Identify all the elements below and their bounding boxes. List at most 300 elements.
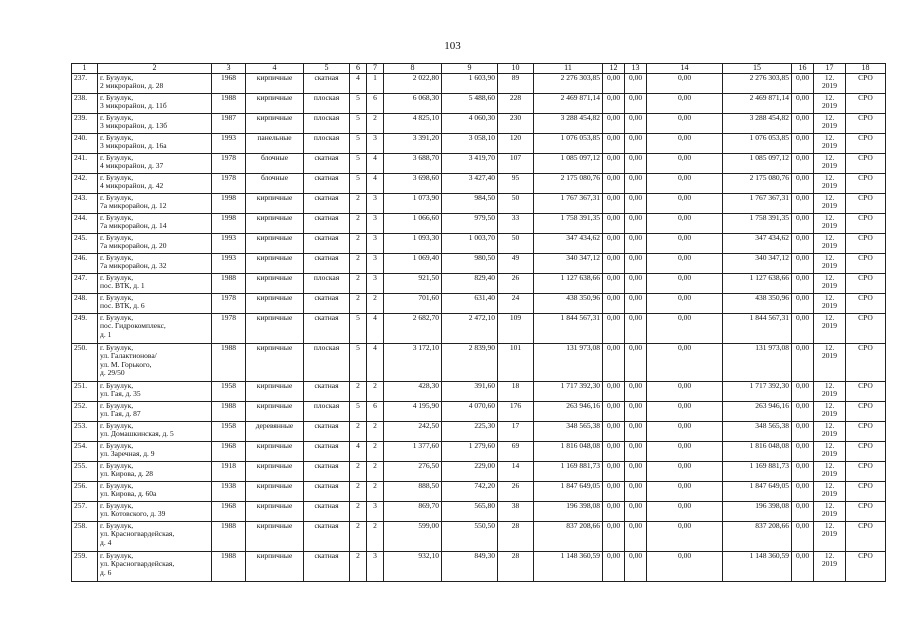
total-cost-cell: 2 276 303,85 <box>723 73 792 93</box>
table-row <box>72 173 886 193</box>
address-cell: г. Бузулук, 7а микрорайон, д. 14 <box>98 213 212 233</box>
total-area-cell: 1 066,60 <box>384 213 442 233</box>
col16-cell: 0,00 <box>792 73 814 93</box>
roof-type-cell: скатная <box>304 153 350 173</box>
table-row <box>72 481 886 501</box>
residents-cell: 120 <box>498 133 534 153</box>
col12-cell: 0,00 <box>603 253 625 273</box>
column-number-header: 5 <box>304 64 350 74</box>
floors-cell: 5 <box>350 343 367 381</box>
col13-cell: 0,00 <box>625 233 647 253</box>
cost-cell: 348 565,38 <box>534 421 603 441</box>
col12-cell: 0,00 <box>603 73 625 93</box>
col16-cell: 0,00 <box>792 421 814 441</box>
wall-material-cell: кирпичные <box>246 253 304 273</box>
year-cell: 1978 <box>212 153 246 173</box>
total-cost-cell: 1 127 638,66 <box>723 273 792 293</box>
wall-material-cell: кирпичные <box>246 193 304 213</box>
total-area-cell: 276,50 <box>384 461 442 481</box>
year-cell: 1958 <box>212 381 246 401</box>
floors-cell: 5 <box>350 313 367 343</box>
col12-cell: 0,00 <box>603 401 625 421</box>
col13-cell: 0,00 <box>625 153 647 173</box>
residents-cell: 176 <box>498 401 534 421</box>
living-area-cell: 829,40 <box>442 273 498 293</box>
entrances-cell: 4 <box>367 173 384 193</box>
year-cell: 1988 <box>212 551 246 581</box>
cost-cell: 340 347,12 <box>534 253 603 273</box>
col16-cell: 0,00 <box>792 93 814 113</box>
fund-cell: СРО <box>846 93 886 113</box>
residents-cell: 49 <box>498 253 534 273</box>
address-cell: г. Бузулук, ул. Кирова, д. 60а <box>98 481 212 501</box>
col14-cell: 0,00 <box>647 313 723 343</box>
living-area-cell: 1 279,60 <box>442 441 498 461</box>
entrances-cell: 2 <box>367 461 384 481</box>
wall-material-cell: кирпичные <box>246 501 304 521</box>
col12-cell: 0,00 <box>603 153 625 173</box>
total-area-cell: 888,50 <box>384 481 442 501</box>
total-area-cell: 1 073,90 <box>384 193 442 213</box>
residents-cell: 50 <box>498 193 534 213</box>
entrances-cell: 6 <box>367 401 384 421</box>
col14-cell: 0,00 <box>647 381 723 401</box>
col12-cell: 0,00 <box>603 213 625 233</box>
col14-cell: 0,00 <box>647 501 723 521</box>
living-area-cell: 1 003,70 <box>442 233 498 253</box>
col16-cell: 0,00 <box>792 273 814 293</box>
col12-cell: 0,00 <box>603 173 625 193</box>
address-cell: г. Бузулук, пос. ВТК, д. 1 <box>98 273 212 293</box>
total-area-cell: 3 391,20 <box>384 133 442 153</box>
table-row <box>72 313 886 343</box>
address-cell: г. Бузулук, 3 микрорайон, д. 11б <box>98 93 212 113</box>
entrances-cell: 3 <box>367 233 384 253</box>
address-cell: г. Бузулук, 3 микрорайон, д. 13б <box>98 113 212 133</box>
fund-cell: СРО <box>846 273 886 293</box>
floors-cell: 2 <box>350 273 367 293</box>
col12-cell: 0,00 <box>603 193 625 213</box>
total-cost-cell: 2 469 871,14 <box>723 93 792 113</box>
col13-cell: 0,00 <box>625 193 647 213</box>
cost-cell: 1 717 392,30 <box>534 381 603 401</box>
entrances-cell: 2 <box>367 481 384 501</box>
living-area-cell: 550,50 <box>442 521 498 551</box>
column-number-header: 12 <box>603 64 625 74</box>
year-cell: 1988 <box>212 401 246 421</box>
living-area-cell: 2 839,90 <box>442 343 498 381</box>
total-cost-cell: 196 398,08 <box>723 501 792 521</box>
row-number-cell: 241. <box>72 153 98 173</box>
fund-cell: СРО <box>846 113 886 133</box>
wall-material-cell: панельные <box>246 133 304 153</box>
col12-cell: 0,00 <box>603 233 625 253</box>
total-area-cell: 4 195,90 <box>384 401 442 421</box>
fund-cell: СРО <box>846 193 886 213</box>
address-cell: г. Бузулук, 4 микрорайон, д. 37 <box>98 153 212 173</box>
year-cell: 1988 <box>212 343 246 381</box>
term-cell: 12. 2019 <box>814 213 846 233</box>
wall-material-cell: кирпичные <box>246 73 304 93</box>
col14-cell: 0,00 <box>647 441 723 461</box>
total-cost-cell: 1 085 097,12 <box>723 153 792 173</box>
col12-cell: 0,00 <box>603 313 625 343</box>
floors-cell: 5 <box>350 133 367 153</box>
total-area-cell: 2 682,70 <box>384 313 442 343</box>
total-cost-cell: 347 434,62 <box>723 233 792 253</box>
col12-cell: 0,00 <box>603 521 625 551</box>
roof-type-cell: плоская <box>304 93 350 113</box>
cost-cell: 3 288 454,82 <box>534 113 603 133</box>
col13-cell: 0,00 <box>625 551 647 581</box>
residents-cell: 69 <box>498 441 534 461</box>
wall-material-cell: кирпичные <box>246 381 304 401</box>
col16-cell: 0,00 <box>792 481 814 501</box>
living-area-cell: 984,50 <box>442 193 498 213</box>
roof-type-cell: скатная <box>304 551 350 581</box>
cost-cell: 1 844 567,31 <box>534 313 603 343</box>
table-body <box>72 73 886 581</box>
term-cell: 12. 2019 <box>814 273 846 293</box>
column-number-header: 1 <box>72 64 98 74</box>
total-cost-cell: 263 946,16 <box>723 401 792 421</box>
floors-cell: 2 <box>350 233 367 253</box>
table-row <box>72 501 886 521</box>
table-row <box>72 73 886 93</box>
row-number-cell: 249. <box>72 313 98 343</box>
term-cell: 12. 2019 <box>814 193 846 213</box>
col12-cell: 0,00 <box>603 441 625 461</box>
wall-material-cell: кирпичные <box>246 113 304 133</box>
living-area-cell: 4 060,30 <box>442 113 498 133</box>
total-area-cell: 1 069,40 <box>384 253 442 273</box>
living-area-cell: 5 488,60 <box>442 93 498 113</box>
col12-cell: 0,00 <box>603 481 625 501</box>
residents-cell: 101 <box>498 343 534 381</box>
year-cell: 1978 <box>212 313 246 343</box>
table-row <box>72 293 886 313</box>
cost-cell: 837 208,66 <box>534 521 603 551</box>
cost-cell: 1 816 048,08 <box>534 441 603 461</box>
fund-cell: СРО <box>846 421 886 441</box>
cost-cell: 1 758 391,35 <box>534 213 603 233</box>
term-cell: 12. 2019 <box>814 551 846 581</box>
total-cost-cell: 1 169 881,73 <box>723 461 792 481</box>
roof-type-cell: скатная <box>304 313 350 343</box>
total-area-cell: 1 093,30 <box>384 233 442 253</box>
total-area-cell: 3 172,10 <box>384 343 442 381</box>
year-cell: 1968 <box>212 73 246 93</box>
fund-cell: СРО <box>846 133 886 153</box>
col16-cell: 0,00 <box>792 213 814 233</box>
col12-cell: 0,00 <box>603 133 625 153</box>
living-area-cell: 849,30 <box>442 551 498 581</box>
residents-cell: 28 <box>498 521 534 551</box>
row-number-cell: 250. <box>72 343 98 381</box>
fund-cell: СРО <box>846 501 886 521</box>
total-cost-cell: 438 350,96 <box>723 293 792 313</box>
residents-cell: 14 <box>498 461 534 481</box>
total-cost-cell: 1 847 649,05 <box>723 481 792 501</box>
roof-type-cell: скатная <box>304 481 350 501</box>
wall-material-cell: кирпичные <box>246 213 304 233</box>
residents-cell: 26 <box>498 273 534 293</box>
total-area-cell: 921,50 <box>384 273 442 293</box>
address-cell: г. Бузулук, ул. Домашкинская, д. 5 <box>98 421 212 441</box>
roof-type-cell: скатная <box>304 501 350 521</box>
cost-cell: 1 076 053,85 <box>534 133 603 153</box>
column-number-header: 3 <box>212 64 246 74</box>
year-cell: 1988 <box>212 521 246 551</box>
living-area-cell: 742,20 <box>442 481 498 501</box>
table-row <box>72 93 886 113</box>
col12-cell: 0,00 <box>603 273 625 293</box>
col14-cell: 0,00 <box>647 73 723 93</box>
row-number-cell: 259. <box>72 551 98 581</box>
entrances-cell: 3 <box>367 193 384 213</box>
table-row <box>72 551 886 581</box>
floors-cell: 5 <box>350 173 367 193</box>
fund-cell: СРО <box>846 213 886 233</box>
residents-cell: 95 <box>498 173 534 193</box>
col14-cell: 0,00 <box>647 273 723 293</box>
housing-table <box>71 63 886 582</box>
year-cell: 1918 <box>212 461 246 481</box>
total-area-cell: 428,30 <box>384 381 442 401</box>
wall-material-cell: деревянные <box>246 421 304 441</box>
total-cost-cell: 1 767 367,31 <box>723 193 792 213</box>
col12-cell: 0,00 <box>603 461 625 481</box>
column-number-header: 4 <box>246 64 304 74</box>
fund-cell: СРО <box>846 521 886 551</box>
table-row <box>72 133 886 153</box>
col16-cell: 0,00 <box>792 501 814 521</box>
address-cell: г. Бузулук, пос. ВТК, д. 6 <box>98 293 212 313</box>
total-area-cell: 869,70 <box>384 501 442 521</box>
living-area-cell: 3 427,40 <box>442 173 498 193</box>
wall-material-cell: блочные <box>246 173 304 193</box>
floors-cell: 2 <box>350 551 367 581</box>
total-area-cell: 599,00 <box>384 521 442 551</box>
roof-type-cell: скатная <box>304 461 350 481</box>
row-number-cell: 238. <box>72 93 98 113</box>
col16-cell: 0,00 <box>792 193 814 213</box>
col14-cell: 0,00 <box>647 551 723 581</box>
floors-cell: 5 <box>350 93 367 113</box>
total-cost-cell: 1 148 360,59 <box>723 551 792 581</box>
col14-cell: 0,00 <box>647 113 723 133</box>
column-number-header: 11 <box>534 64 603 74</box>
cost-cell: 1 767 367,31 <box>534 193 603 213</box>
fund-cell: СРО <box>846 481 886 501</box>
roof-type-cell: плоская <box>304 273 350 293</box>
row-number-cell: 239. <box>72 113 98 133</box>
living-area-cell: 3 058,10 <box>442 133 498 153</box>
year-cell: 1968 <box>212 441 246 461</box>
floors-cell: 4 <box>350 73 367 93</box>
total-area-cell: 3 688,70 <box>384 153 442 173</box>
cost-cell: 131 973,08 <box>534 343 603 381</box>
col14-cell: 0,00 <box>647 233 723 253</box>
table-row <box>72 381 886 401</box>
wall-material-cell: кирпичные <box>246 293 304 313</box>
row-number-cell: 255. <box>72 461 98 481</box>
address-cell: г. Бузулук, ул. Галактионова/ ул. М. Горького, д. 29/50 <box>98 343 212 381</box>
fund-cell: СРО <box>846 153 886 173</box>
col13-cell: 0,00 <box>625 213 647 233</box>
floors-cell: 5 <box>350 401 367 421</box>
address-cell: г. Бузулук, 7а микрорайон, д. 32 <box>98 253 212 273</box>
col14-cell: 0,00 <box>647 401 723 421</box>
roof-type-cell: скатная <box>304 73 350 93</box>
fund-cell: СРО <box>846 73 886 93</box>
col13-cell: 0,00 <box>625 343 647 381</box>
total-area-cell: 4 825,10 <box>384 113 442 133</box>
table-row <box>72 213 886 233</box>
col14-cell: 0,00 <box>647 461 723 481</box>
term-cell: 12. 2019 <box>814 381 846 401</box>
roof-type-cell: плоская <box>304 343 350 381</box>
floors-cell: 2 <box>350 253 367 273</box>
row-number-cell: 245. <box>72 233 98 253</box>
col14-cell: 0,00 <box>647 193 723 213</box>
col16-cell: 0,00 <box>792 441 814 461</box>
roof-type-cell: скатная <box>304 193 350 213</box>
wall-material-cell: кирпичные <box>246 93 304 113</box>
floors-cell: 2 <box>350 481 367 501</box>
roof-type-cell: плоская <box>304 113 350 133</box>
col16-cell: 0,00 <box>792 113 814 133</box>
cost-cell: 263 946,16 <box>534 401 603 421</box>
wall-material-cell: кирпичные <box>246 273 304 293</box>
row-number-cell: 248. <box>72 293 98 313</box>
year-cell: 1998 <box>212 213 246 233</box>
table-row <box>72 441 886 461</box>
total-area-cell: 242,50 <box>384 421 442 441</box>
col16-cell: 0,00 <box>792 293 814 313</box>
entrances-cell: 4 <box>367 343 384 381</box>
floors-cell: 2 <box>350 293 367 313</box>
cost-cell: 2 276 303,85 <box>534 73 603 93</box>
term-cell: 12. 2019 <box>814 233 846 253</box>
entrances-cell: 6 <box>367 93 384 113</box>
fund-cell: СРО <box>846 381 886 401</box>
row-number-cell: 258. <box>72 521 98 551</box>
row-number-cell: 240. <box>72 133 98 153</box>
col16-cell: 0,00 <box>792 343 814 381</box>
living-area-cell: 225,30 <box>442 421 498 441</box>
column-number-header: 6 <box>350 64 367 74</box>
col13-cell: 0,00 <box>625 113 647 133</box>
col12-cell: 0,00 <box>603 93 625 113</box>
col14-cell: 0,00 <box>647 253 723 273</box>
total-area-cell: 932,10 <box>384 551 442 581</box>
fund-cell: СРО <box>846 551 886 581</box>
address-cell: г. Бузулук, ул. Заречная, д. 9 <box>98 441 212 461</box>
living-area-cell: 3 419,70 <box>442 153 498 173</box>
roof-type-cell: скатная <box>304 293 350 313</box>
col13-cell: 0,00 <box>625 293 647 313</box>
table-row <box>72 233 886 253</box>
roof-type-cell: скатная <box>304 441 350 461</box>
total-cost-cell: 2 175 080,76 <box>723 173 792 193</box>
table-row <box>72 421 886 441</box>
address-cell: г. Бузулук, ул. Красногвардейская, д. 4 <box>98 521 212 551</box>
year-cell: 1978 <box>212 293 246 313</box>
col16-cell: 0,00 <box>792 233 814 253</box>
year-cell: 1987 <box>212 113 246 133</box>
table-row <box>72 273 886 293</box>
term-cell: 12. 2019 <box>814 93 846 113</box>
col13-cell: 0,00 <box>625 401 647 421</box>
term-cell: 12. 2019 <box>814 173 846 193</box>
living-area-cell: 2 472,10 <box>442 313 498 343</box>
col13-cell: 0,00 <box>625 93 647 113</box>
column-number-header: 7 <box>367 64 384 74</box>
floors-cell: 2 <box>350 461 367 481</box>
year-cell: 1993 <box>212 133 246 153</box>
residents-cell: 50 <box>498 233 534 253</box>
col13-cell: 0,00 <box>625 173 647 193</box>
column-number-header: 2 <box>98 64 212 74</box>
living-area-cell: 4 070,60 <box>442 401 498 421</box>
fund-cell: СРО <box>846 441 886 461</box>
col13-cell: 0,00 <box>625 441 647 461</box>
fund-cell: СРО <box>846 313 886 343</box>
col13-cell: 0,00 <box>625 461 647 481</box>
residents-cell: 109 <box>498 313 534 343</box>
fund-cell: СРО <box>846 401 886 421</box>
row-number-cell: 252. <box>72 401 98 421</box>
living-area-cell: 631,40 <box>442 293 498 313</box>
floors-cell: 2 <box>350 381 367 401</box>
address-cell: г. Бузулук, 3 микрорайон, д. 16а <box>98 133 212 153</box>
residents-cell: 26 <box>498 481 534 501</box>
entrances-cell: 3 <box>367 253 384 273</box>
col13-cell: 0,00 <box>625 253 647 273</box>
residents-cell: 33 <box>498 213 534 233</box>
address-cell: г. Бузулук, 7а микрорайон, д. 20 <box>98 233 212 253</box>
residents-cell: 89 <box>498 73 534 93</box>
entrances-cell: 2 <box>367 421 384 441</box>
entrances-cell: 2 <box>367 521 384 551</box>
col16-cell: 0,00 <box>792 153 814 173</box>
entrances-cell: 2 <box>367 441 384 461</box>
row-number-cell: 244. <box>72 213 98 233</box>
col12-cell: 0,00 <box>603 551 625 581</box>
entrances-cell: 2 <box>367 381 384 401</box>
roof-type-cell: плоская <box>304 133 350 153</box>
living-area-cell: 391,60 <box>442 381 498 401</box>
living-area-cell: 229,00 <box>442 461 498 481</box>
living-area-cell: 1 603,90 <box>442 73 498 93</box>
column-number-header: 17 <box>814 64 846 74</box>
year-cell: 1968 <box>212 501 246 521</box>
term-cell: 12. 2019 <box>814 73 846 93</box>
term-cell: 12. 2019 <box>814 293 846 313</box>
col16-cell: 0,00 <box>792 401 814 421</box>
row-number-cell: 253. <box>72 421 98 441</box>
residents-cell: 28 <box>498 551 534 581</box>
wall-material-cell: кирпичные <box>246 461 304 481</box>
cost-cell: 1 127 638,66 <box>534 273 603 293</box>
col16-cell: 0,00 <box>792 461 814 481</box>
row-number-cell: 246. <box>72 253 98 273</box>
total-area-cell: 701,60 <box>384 293 442 313</box>
row-number-cell: 243. <box>72 193 98 213</box>
floors-cell: 4 <box>350 441 367 461</box>
roof-type-cell: скатная <box>304 421 350 441</box>
